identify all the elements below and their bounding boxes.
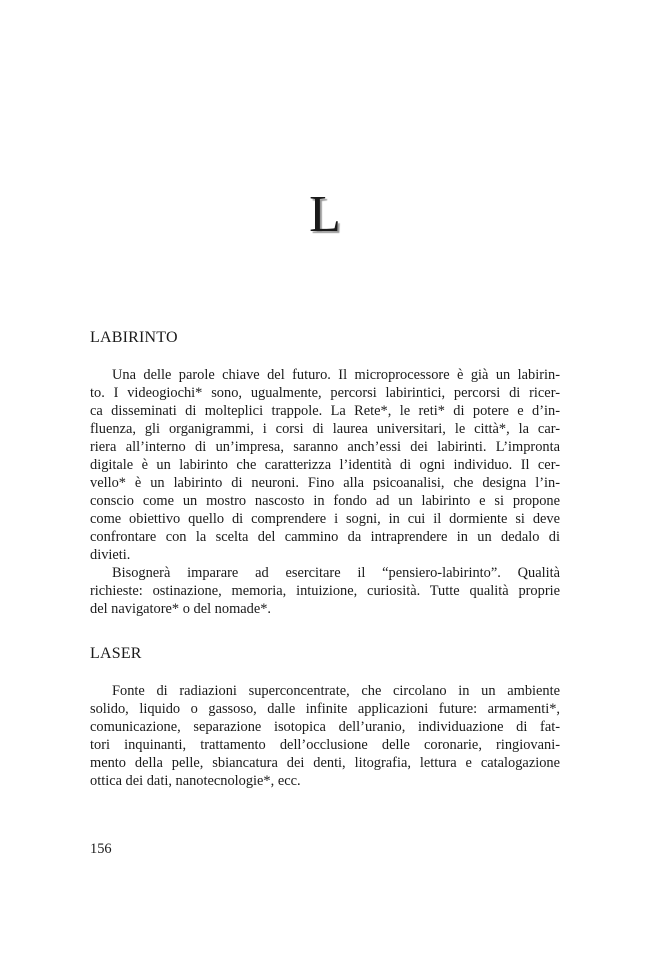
entry-title-labirinto: LABIRINTO bbox=[90, 329, 178, 346]
entry-title-laser: LASER bbox=[90, 645, 142, 662]
text-line: richieste: ostinazione, memoria, intuizione, curiosità. Tutte qualità proprie bbox=[90, 583, 560, 599]
text-line: del navigatore* o del nomade*. bbox=[90, 601, 272, 617]
text-line: tori inquinanti, trattamento dell’occlusione delle coronarie, ringiovani- bbox=[90, 737, 560, 753]
text-line: fluenza, gli organigrammi, i corsi di laurea universitari, le città*, la car- bbox=[90, 421, 560, 437]
entry-laser bbox=[90, 644, 560, 790]
text-line: mento della pelle, sbiancatura dei denti, litografia, lettura e catalogazione bbox=[90, 755, 560, 771]
text-line: riera all’interno di un’impresa, saranno anch’essi dei labirinti. L’impronta bbox=[90, 439, 560, 455]
text-line: to. I videogiochi* sono, ugualmente, percorsi labirintici, percorsi di ricer- bbox=[90, 385, 560, 401]
text-line: Fonte di radiazioni superconcentrate, che circolano in un ambiente bbox=[112, 683, 560, 699]
text-line: comunicazione, separazione isotopica dell’uranio, individuazione di fat- bbox=[90, 719, 560, 735]
text-line: solido, liquido o gassoso, dalle infinite applicazioni future: armamenti*, bbox=[90, 701, 560, 717]
entry-body-laser bbox=[90, 682, 560, 790]
text-line: confrontare con la scelta del cammino da intraprendere in un dedalo di bbox=[90, 529, 560, 545]
text-line: ottica dei dati, nanotecnologie*, ecc. bbox=[90, 773, 301, 789]
section-letter: L bbox=[309, 186, 341, 243]
text-line: digitale è un labirinto che caratterizza l’identità di ogni individuo. Il cer- bbox=[90, 457, 560, 473]
text-line: ca disseminati di molteplici trappole. La Rete*, le reti* di potere e d’in- bbox=[90, 403, 560, 419]
text-line: vello* è un labirinto di neuroni. Fino alla psicoanalisi, che designa l’in- bbox=[90, 475, 560, 491]
text-line: come obiettivo quello di comprendere i sogni, in cui il dormiente si deve bbox=[90, 511, 560, 527]
text-line: conscio come un mostro nascosto in fondo ad un labirinto e si propone bbox=[90, 493, 560, 509]
text-line: divieti. bbox=[90, 547, 131, 563]
text-line: Bisognerà imparare ad esercitare il “pensiero-labirinto”. Qualità bbox=[112, 565, 560, 581]
entry-labirinto bbox=[90, 328, 560, 618]
text-line: Una delle parole chiave del futuro. Il microprocessore è già un labirin- bbox=[112, 367, 560, 383]
page-number: 156 bbox=[90, 841, 112, 857]
entry-body-labirinto bbox=[90, 366, 560, 618]
